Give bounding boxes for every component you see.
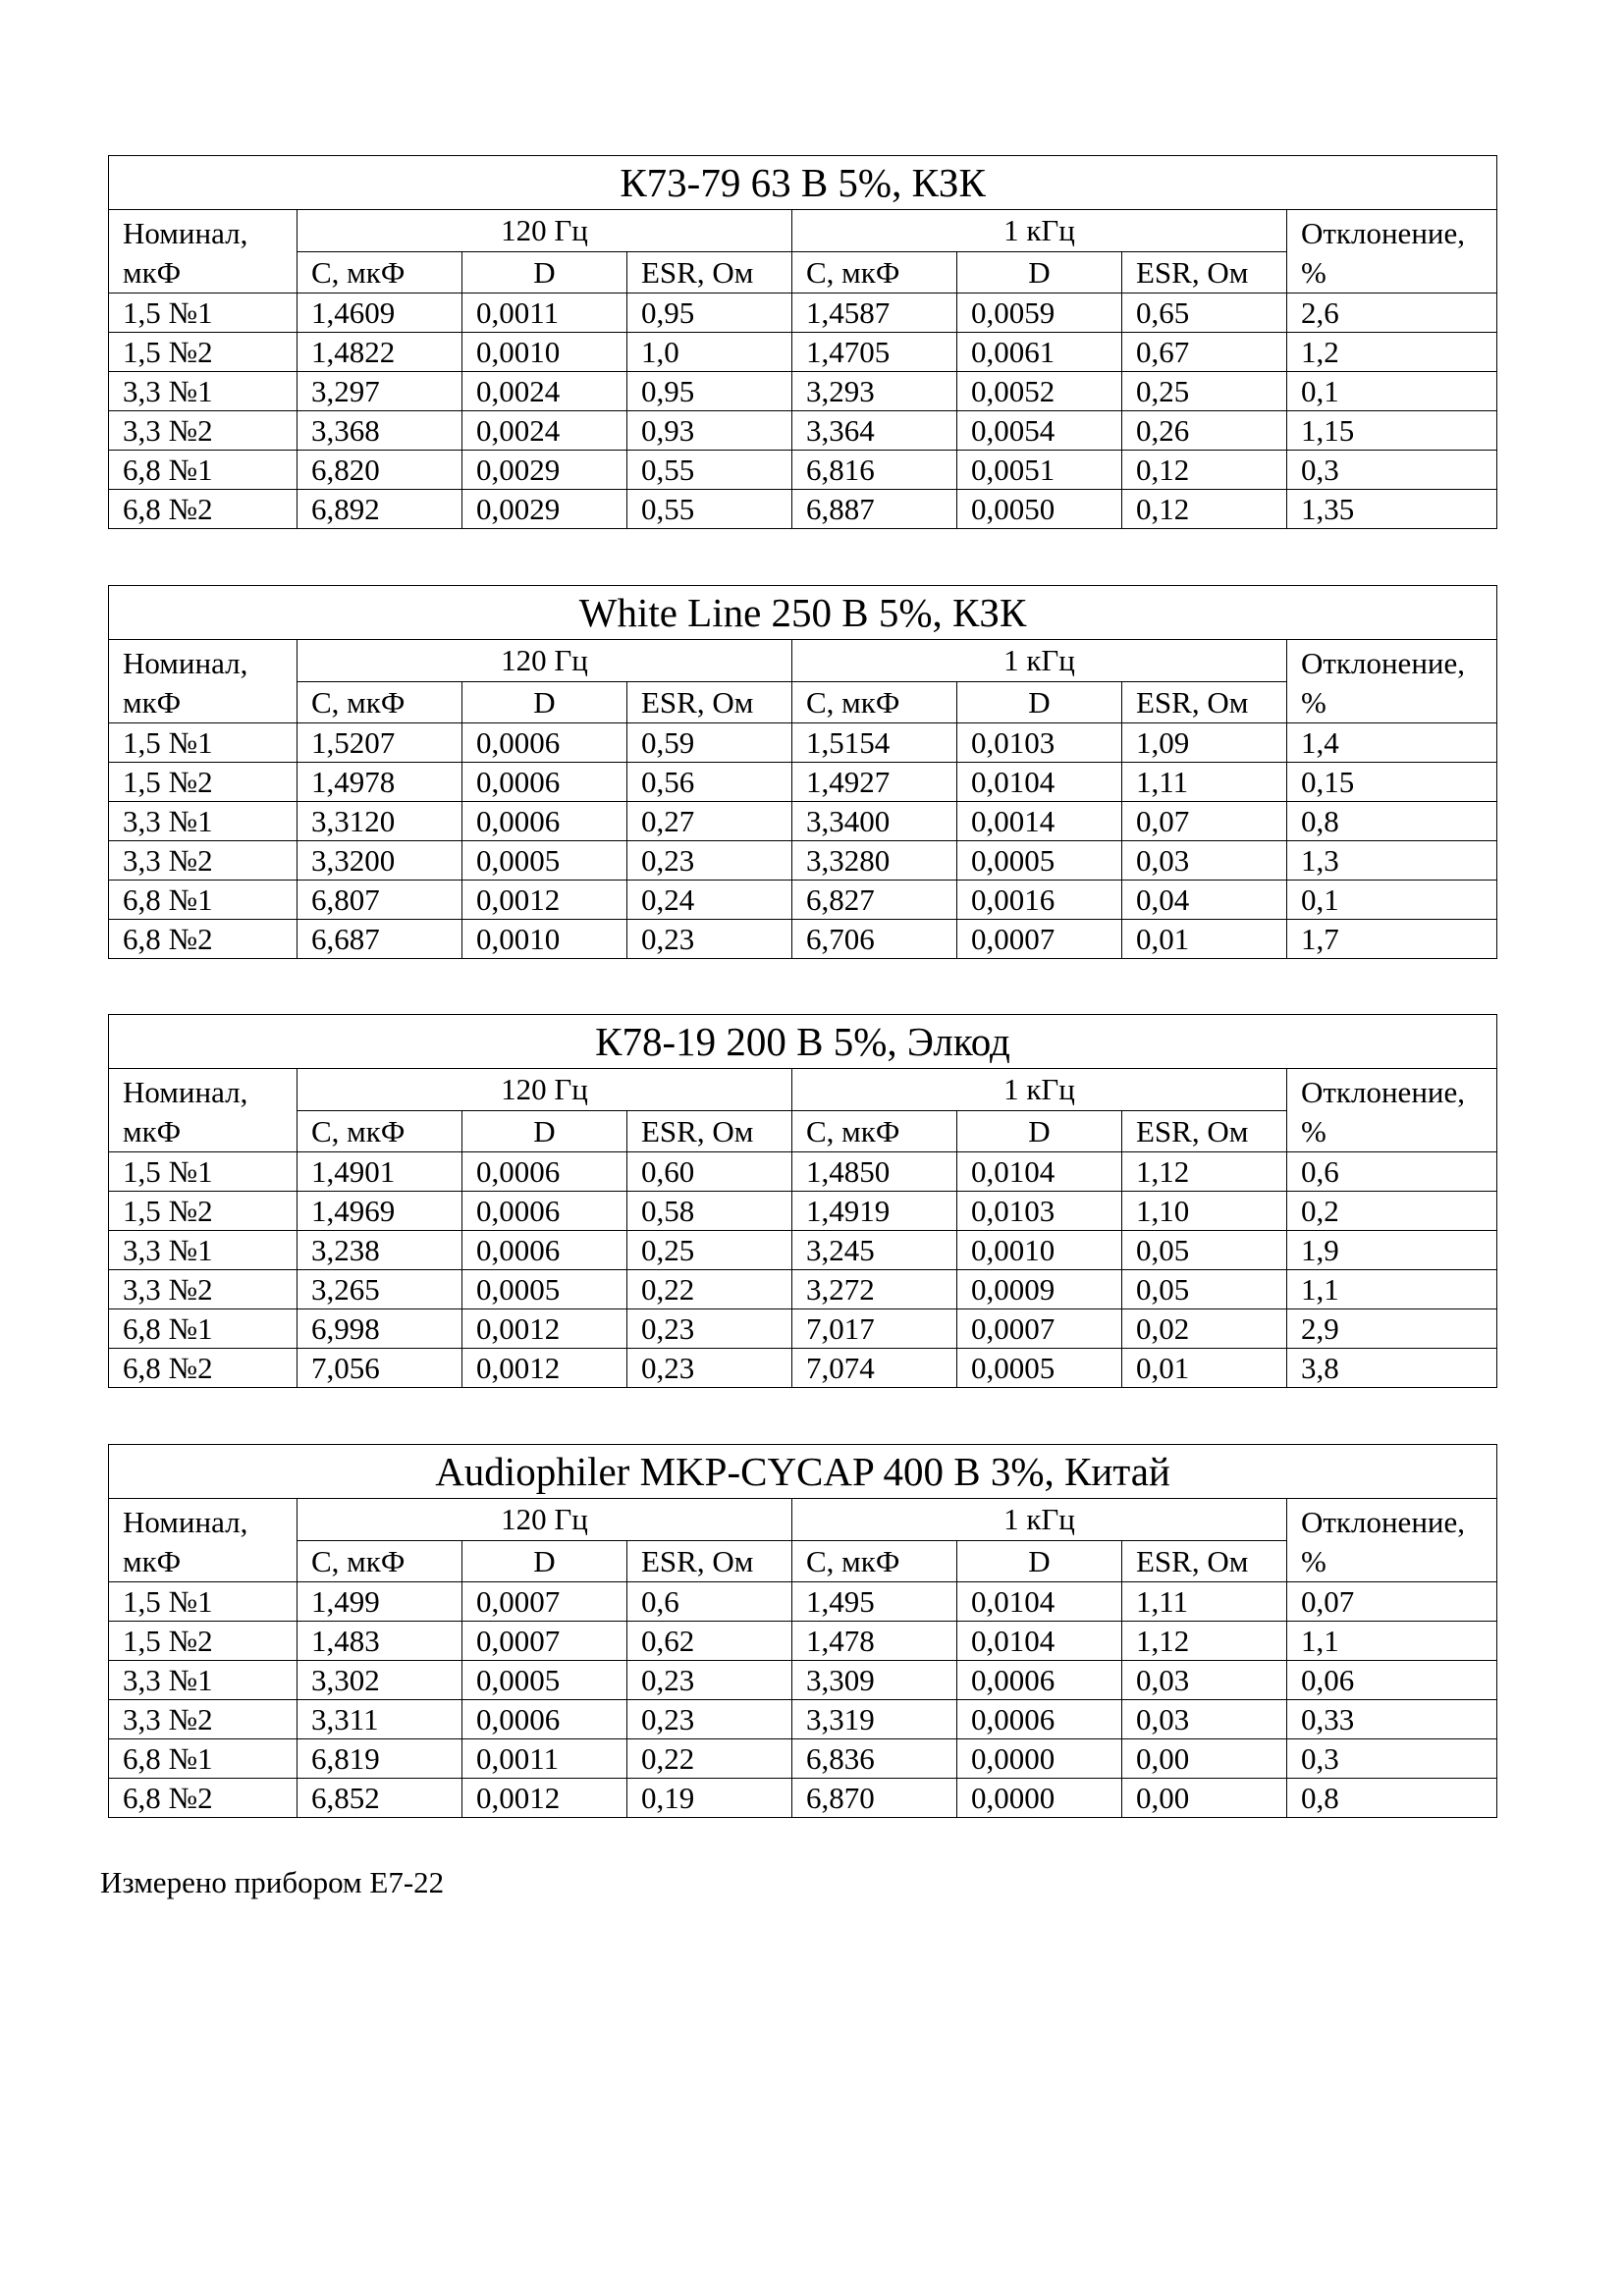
nominal-cell: 1,5 №1 — [109, 1152, 298, 1192]
freq-1k-header: 1 кГц — [792, 1499, 1287, 1541]
esr-1k-cell: 0,03 — [1122, 1661, 1287, 1700]
esr-120-cell: 1,0 — [627, 333, 792, 372]
nominal-cell: 3,3 №2 — [109, 411, 298, 451]
d-1k-cell: 0,0103 — [957, 1192, 1122, 1231]
deviation-cell: 0,6 — [1287, 1152, 1497, 1192]
esr-1k-cell: 0,00 — [1122, 1779, 1287, 1818]
deviation-cell: 1,3 — [1287, 841, 1497, 881]
esr-120-cell: 0,23 — [627, 920, 792, 959]
table-row — [109, 1582, 1497, 1622]
d-header: D — [462, 681, 627, 723]
c-120-cell: 3,3200 — [298, 841, 462, 881]
nominal-cell: 1,5 №2 — [109, 1622, 298, 1661]
nominal-header: Номинал, мкФ — [109, 1499, 298, 1582]
esr-1k-cell: 1,11 — [1122, 1582, 1287, 1622]
esr-120-cell: 0,93 — [627, 411, 792, 451]
deviation-cell: 0,8 — [1287, 1779, 1497, 1818]
table-row — [109, 1700, 1497, 1739]
d-120-cell: 0,0029 — [462, 451, 627, 490]
c-1k-cell: 3,3400 — [792, 802, 957, 841]
c-1k-cell: 6,887 — [792, 490, 957, 529]
d-1k-cell: 0,0000 — [957, 1739, 1122, 1779]
c-120-cell: 3,297 — [298, 372, 462, 411]
table-row — [109, 333, 1497, 372]
c-1k-cell: 1,4587 — [792, 294, 957, 333]
nominal-cell: 6,8 №2 — [109, 490, 298, 529]
d-1k-cell: 0,0009 — [957, 1270, 1122, 1309]
esr-header: ESR, Ом — [627, 251, 792, 294]
table-title: White Line 250 В 5%, КЗК — [109, 586, 1497, 640]
c-1k-cell: 3,309 — [792, 1661, 957, 1700]
esr-1k-cell: 0,02 — [1122, 1309, 1287, 1349]
d-1k-cell: 0,0059 — [957, 294, 1122, 333]
esr-1k-cell: 0,12 — [1122, 451, 1287, 490]
d-1k-cell: 0,0007 — [957, 920, 1122, 959]
esr-header: ESR, Ом — [627, 1110, 792, 1152]
d-1k-cell: 0,0104 — [957, 1622, 1122, 1661]
c-1k-cell: 3,3280 — [792, 841, 957, 881]
esr-1k-cell: 0,05 — [1122, 1231, 1287, 1270]
d-120-cell: 0,0007 — [462, 1582, 627, 1622]
table-row — [109, 1231, 1497, 1270]
d-1k-cell: 0,0005 — [957, 1349, 1122, 1388]
table-row — [109, 1309, 1497, 1349]
c-1k-cell: 1,4850 — [792, 1152, 957, 1192]
d-1k-cell: 0,0006 — [957, 1661, 1122, 1700]
esr-1k-cell: 0,05 — [1122, 1270, 1287, 1309]
esr-120-cell: 0,22 — [627, 1739, 792, 1779]
d-120-cell: 0,0005 — [462, 1270, 627, 1309]
d-header: D — [462, 1540, 627, 1582]
table-row — [109, 1152, 1497, 1192]
nominal-cell: 6,8 №2 — [109, 920, 298, 959]
nominal-cell: 6,8 №1 — [109, 451, 298, 490]
esr-120-cell: 0,62 — [627, 1622, 792, 1661]
esr-120-cell: 0,23 — [627, 1700, 792, 1739]
c-120-cell: 1,4978 — [298, 763, 462, 802]
c-120-cell: 7,056 — [298, 1349, 462, 1388]
esr-120-cell: 0,27 — [627, 802, 792, 841]
table-row — [109, 411, 1497, 451]
esr-header: ESR, Ом — [627, 1540, 792, 1582]
esr-1k-cell: 0,04 — [1122, 881, 1287, 920]
c-1k-cell: 6,706 — [792, 920, 957, 959]
esr-1k-cell: 0,03 — [1122, 841, 1287, 881]
nominal-cell: 1,5 №2 — [109, 763, 298, 802]
nominal-header: Номинал, мкФ — [109, 640, 298, 723]
d-120-cell: 0,0007 — [462, 1622, 627, 1661]
nominal-cell: 1,5 №1 — [109, 1582, 298, 1622]
c-header: С, мкФ — [792, 1110, 957, 1152]
esr-120-cell: 0,59 — [627, 723, 792, 763]
table-row — [109, 1349, 1497, 1388]
deviation-cell: 0,3 — [1287, 451, 1497, 490]
d-header: D — [957, 1110, 1122, 1152]
esr-120-cell: 0,95 — [627, 294, 792, 333]
d-120-cell: 0,0012 — [462, 881, 627, 920]
table-title: К78-19 200 В 5%, Элкод — [109, 1015, 1497, 1069]
c-header: С, мкФ — [792, 681, 957, 723]
esr-1k-cell: 0,03 — [1122, 1700, 1287, 1739]
deviation-cell: 1,1 — [1287, 1622, 1497, 1661]
freq-120-header: 120 Гц — [298, 1069, 792, 1111]
deviation-cell: 0,1 — [1287, 372, 1497, 411]
c-120-cell: 6,807 — [298, 881, 462, 920]
d-120-cell: 0,0006 — [462, 723, 627, 763]
deviation-cell: 3,8 — [1287, 1349, 1497, 1388]
esr-1k-cell: 0,25 — [1122, 372, 1287, 411]
table-row — [109, 294, 1497, 333]
d-1k-cell: 0,0051 — [957, 451, 1122, 490]
c-header: С, мкФ — [298, 251, 462, 294]
d-header: D — [957, 1540, 1122, 1582]
esr-1k-cell: 0,26 — [1122, 411, 1287, 451]
esr-1k-cell: 0,01 — [1122, 1349, 1287, 1388]
esr-120-cell: 0,23 — [627, 841, 792, 881]
measurement-table-3 — [108, 1014, 1497, 1388]
d-120-cell: 0,0011 — [462, 294, 627, 333]
nominal-cell: 6,8 №1 — [109, 1309, 298, 1349]
esr-120-cell: 0,60 — [627, 1152, 792, 1192]
c-120-cell: 3,368 — [298, 411, 462, 451]
esr-120-cell: 0,56 — [627, 763, 792, 802]
nominal-cell: 6,8 №2 — [109, 1349, 298, 1388]
esr-120-cell: 0,55 — [627, 451, 792, 490]
d-1k-cell: 0,0103 — [957, 723, 1122, 763]
deviation-header: Отклонение, % — [1287, 210, 1497, 294]
d-120-cell: 0,0011 — [462, 1739, 627, 1779]
c-120-cell: 3,3120 — [298, 802, 462, 841]
nominal-cell: 3,3 №2 — [109, 1270, 298, 1309]
c-1k-cell: 3,319 — [792, 1700, 957, 1739]
table-row — [109, 1739, 1497, 1779]
c-120-cell: 1,483 — [298, 1622, 462, 1661]
d-120-cell: 0,0024 — [462, 411, 627, 451]
d-1k-cell: 0,0010 — [957, 1231, 1122, 1270]
esr-120-cell: 0,6 — [627, 1582, 792, 1622]
c-120-cell: 6,819 — [298, 1739, 462, 1779]
freq-1k-header: 1 кГц — [792, 1069, 1287, 1111]
esr-120-cell: 0,55 — [627, 490, 792, 529]
table-row — [109, 372, 1497, 411]
esr-header: ESR, Ом — [1122, 1110, 1287, 1152]
table-row — [109, 1622, 1497, 1661]
deviation-cell: 1,4 — [1287, 723, 1497, 763]
nominal-cell: 6,8 №1 — [109, 881, 298, 920]
esr-header: ESR, Ом — [1122, 681, 1287, 723]
d-1k-cell: 0,0006 — [957, 1700, 1122, 1739]
d-120-cell: 0,0006 — [462, 1192, 627, 1231]
d-header: D — [462, 251, 627, 294]
d-120-cell: 0,0006 — [462, 1152, 627, 1192]
esr-1k-cell: 1,12 — [1122, 1152, 1287, 1192]
measurement-table-2 — [108, 585, 1497, 959]
d-120-cell: 0,0006 — [462, 1700, 627, 1739]
d-1k-cell: 0,0054 — [957, 411, 1122, 451]
d-120-cell: 0,0012 — [462, 1779, 627, 1818]
nominal-header: Номинал, мкФ — [109, 1069, 298, 1152]
c-1k-cell: 6,816 — [792, 451, 957, 490]
esr-1k-cell: 1,10 — [1122, 1192, 1287, 1231]
c-1k-cell: 6,827 — [792, 881, 957, 920]
table-row — [109, 1192, 1497, 1231]
c-120-cell: 6,998 — [298, 1309, 462, 1349]
esr-120-cell: 0,19 — [627, 1779, 792, 1818]
table-title: Audiophiler MKP-CYCAP 400 В 3%, Китай — [109, 1445, 1497, 1499]
d-1k-cell: 0,0050 — [957, 490, 1122, 529]
nominal-cell: 3,3 №2 — [109, 841, 298, 881]
nominal-cell: 1,5 №1 — [109, 294, 298, 333]
deviation-cell: 0,15 — [1287, 763, 1497, 802]
table-row — [109, 1270, 1497, 1309]
d-1k-cell: 0,0052 — [957, 372, 1122, 411]
deviation-cell: 0,06 — [1287, 1661, 1497, 1700]
deviation-cell: 0,1 — [1287, 881, 1497, 920]
table-title: К73-79 63 В 5%, КЗК — [109, 156, 1497, 210]
d-120-cell: 0,0012 — [462, 1309, 627, 1349]
esr-1k-cell: 1,09 — [1122, 723, 1287, 763]
c-header: С, мкФ — [792, 251, 957, 294]
d-1k-cell: 0,0007 — [957, 1309, 1122, 1349]
nominal-cell: 3,3 №1 — [109, 1231, 298, 1270]
deviation-cell: 1,35 — [1287, 490, 1497, 529]
d-120-cell: 0,0005 — [462, 841, 627, 881]
c-1k-cell: 1,478 — [792, 1622, 957, 1661]
measurement-table-1 — [108, 155, 1497, 529]
esr-1k-cell: 0,07 — [1122, 802, 1287, 841]
c-120-cell: 1,4969 — [298, 1192, 462, 1231]
esr-120-cell: 0,25 — [627, 1231, 792, 1270]
c-120-cell: 1,4609 — [298, 294, 462, 333]
deviation-cell: 0,33 — [1287, 1700, 1497, 1739]
d-120-cell: 0,0012 — [462, 1349, 627, 1388]
measurement-table-4 — [108, 1444, 1497, 1818]
esr-120-cell: 0,23 — [627, 1349, 792, 1388]
c-header: С, мкФ — [298, 1110, 462, 1152]
c-1k-cell: 6,836 — [792, 1739, 957, 1779]
esr-120-cell: 0,95 — [627, 372, 792, 411]
deviation-header: Отклонение, % — [1287, 1069, 1497, 1152]
deviation-cell: 1,7 — [1287, 920, 1497, 959]
c-1k-cell: 1,4927 — [792, 763, 957, 802]
nominal-cell: 6,8 №1 — [109, 1739, 298, 1779]
deviation-cell: 0,2 — [1287, 1192, 1497, 1231]
d-1k-cell: 0,0104 — [957, 1152, 1122, 1192]
c-1k-cell: 7,017 — [792, 1309, 957, 1349]
table-row — [109, 763, 1497, 802]
esr-120-cell: 0,58 — [627, 1192, 792, 1231]
esr-1k-cell: 0,67 — [1122, 333, 1287, 372]
d-1k-cell: 0,0016 — [957, 881, 1122, 920]
nominal-cell: 3,3 №1 — [109, 372, 298, 411]
d-120-cell: 0,0006 — [462, 1231, 627, 1270]
d-header: D — [957, 251, 1122, 294]
table-row — [109, 881, 1497, 920]
freq-1k-header: 1 кГц — [792, 640, 1287, 682]
c-1k-cell: 3,272 — [792, 1270, 957, 1309]
deviation-cell: 0,8 — [1287, 802, 1497, 841]
c-120-cell: 1,4901 — [298, 1152, 462, 1192]
c-120-cell: 6,687 — [298, 920, 462, 959]
nominal-cell: 3,3 №1 — [109, 1661, 298, 1700]
deviation-cell: 1,2 — [1287, 333, 1497, 372]
table-row — [109, 841, 1497, 881]
d-1k-cell: 0,0005 — [957, 841, 1122, 881]
d-header: D — [957, 681, 1122, 723]
table-row — [109, 1661, 1497, 1700]
deviation-cell: 0,3 — [1287, 1739, 1497, 1779]
nominal-cell: 1,5 №2 — [109, 1192, 298, 1231]
c-120-cell: 3,311 — [298, 1700, 462, 1739]
d-120-cell: 0,0006 — [462, 763, 627, 802]
c-1k-cell: 3,293 — [792, 372, 957, 411]
table-row — [109, 802, 1497, 841]
d-1k-cell: 0,0000 — [957, 1779, 1122, 1818]
esr-120-cell: 0,23 — [627, 1661, 792, 1700]
d-120-cell: 0,0010 — [462, 920, 627, 959]
nominal-header: Номинал, мкФ — [109, 210, 298, 294]
d-120-cell: 0,0006 — [462, 802, 627, 841]
c-120-cell: 6,852 — [298, 1779, 462, 1818]
d-1k-cell: 0,0061 — [957, 333, 1122, 372]
c-1k-cell: 1,5154 — [792, 723, 957, 763]
nominal-cell: 1,5 №2 — [109, 333, 298, 372]
deviation-cell: 0,07 — [1287, 1582, 1497, 1622]
deviation-cell: 1,1 — [1287, 1270, 1497, 1309]
c-1k-cell: 1,4705 — [792, 333, 957, 372]
instrument-note: Измерено прибором Е7-22 — [100, 1865, 445, 1899]
d-header: D — [462, 1110, 627, 1152]
freq-120-header: 120 Гц — [298, 1499, 792, 1541]
esr-1k-cell: 1,12 — [1122, 1622, 1287, 1661]
nominal-cell: 6,8 №2 — [109, 1779, 298, 1818]
c-header: С, мкФ — [298, 1540, 462, 1582]
nominal-cell: 1,5 №1 — [109, 723, 298, 763]
esr-1k-cell: 0,12 — [1122, 490, 1287, 529]
d-120-cell: 0,0024 — [462, 372, 627, 411]
d-120-cell: 0,0010 — [462, 333, 627, 372]
deviation-cell: 1,15 — [1287, 411, 1497, 451]
esr-1k-cell: 0,01 — [1122, 920, 1287, 959]
d-1k-cell: 0,0104 — [957, 1582, 1122, 1622]
c-120-cell: 1,5207 — [298, 723, 462, 763]
c-1k-cell: 7,074 — [792, 1349, 957, 1388]
table-row — [109, 723, 1497, 763]
table-row — [109, 490, 1497, 529]
c-120-cell: 6,892 — [298, 490, 462, 529]
c-1k-cell: 1,495 — [792, 1582, 957, 1622]
c-120-cell: 1,499 — [298, 1582, 462, 1622]
c-header: С, мкФ — [298, 681, 462, 723]
c-120-cell: 3,302 — [298, 1661, 462, 1700]
esr-1k-cell: 0,00 — [1122, 1739, 1287, 1779]
esr-120-cell: 0,24 — [627, 881, 792, 920]
table-row — [109, 1779, 1497, 1818]
table-row — [109, 451, 1497, 490]
deviation-header: Отклонение, % — [1287, 1499, 1497, 1582]
deviation-header: Отклонение, % — [1287, 640, 1497, 723]
esr-120-cell: 0,23 — [627, 1309, 792, 1349]
c-120-cell: 3,238 — [298, 1231, 462, 1270]
d-120-cell: 0,0029 — [462, 490, 627, 529]
c-120-cell: 3,265 — [298, 1270, 462, 1309]
esr-120-cell: 0,22 — [627, 1270, 792, 1309]
esr-header: ESR, Ом — [1122, 251, 1287, 294]
d-120-cell: 0,0005 — [462, 1661, 627, 1700]
table-row — [109, 920, 1497, 959]
esr-1k-cell: 1,11 — [1122, 763, 1287, 802]
c-120-cell: 6,820 — [298, 451, 462, 490]
esr-1k-cell: 0,65 — [1122, 294, 1287, 333]
nominal-cell: 3,3 №2 — [109, 1700, 298, 1739]
deviation-cell: 2,9 — [1287, 1309, 1497, 1349]
freq-1k-header: 1 кГц — [792, 210, 1287, 252]
d-1k-cell: 0,0014 — [957, 802, 1122, 841]
freq-120-header: 120 Гц — [298, 640, 792, 682]
esr-header: ESR, Ом — [627, 681, 792, 723]
deviation-cell: 1,9 — [1287, 1231, 1497, 1270]
c-header: С, мкФ — [792, 1540, 957, 1582]
c-1k-cell: 6,870 — [792, 1779, 957, 1818]
deviation-cell: 2,6 — [1287, 294, 1497, 333]
c-120-cell: 1,4822 — [298, 333, 462, 372]
freq-120-header: 120 Гц — [298, 210, 792, 252]
d-1k-cell: 0,0104 — [957, 763, 1122, 802]
c-1k-cell: 1,4919 — [792, 1192, 957, 1231]
c-1k-cell: 3,245 — [792, 1231, 957, 1270]
esr-header: ESR, Ом — [1122, 1540, 1287, 1582]
nominal-cell: 3,3 №1 — [109, 802, 298, 841]
c-1k-cell: 3,364 — [792, 411, 957, 451]
